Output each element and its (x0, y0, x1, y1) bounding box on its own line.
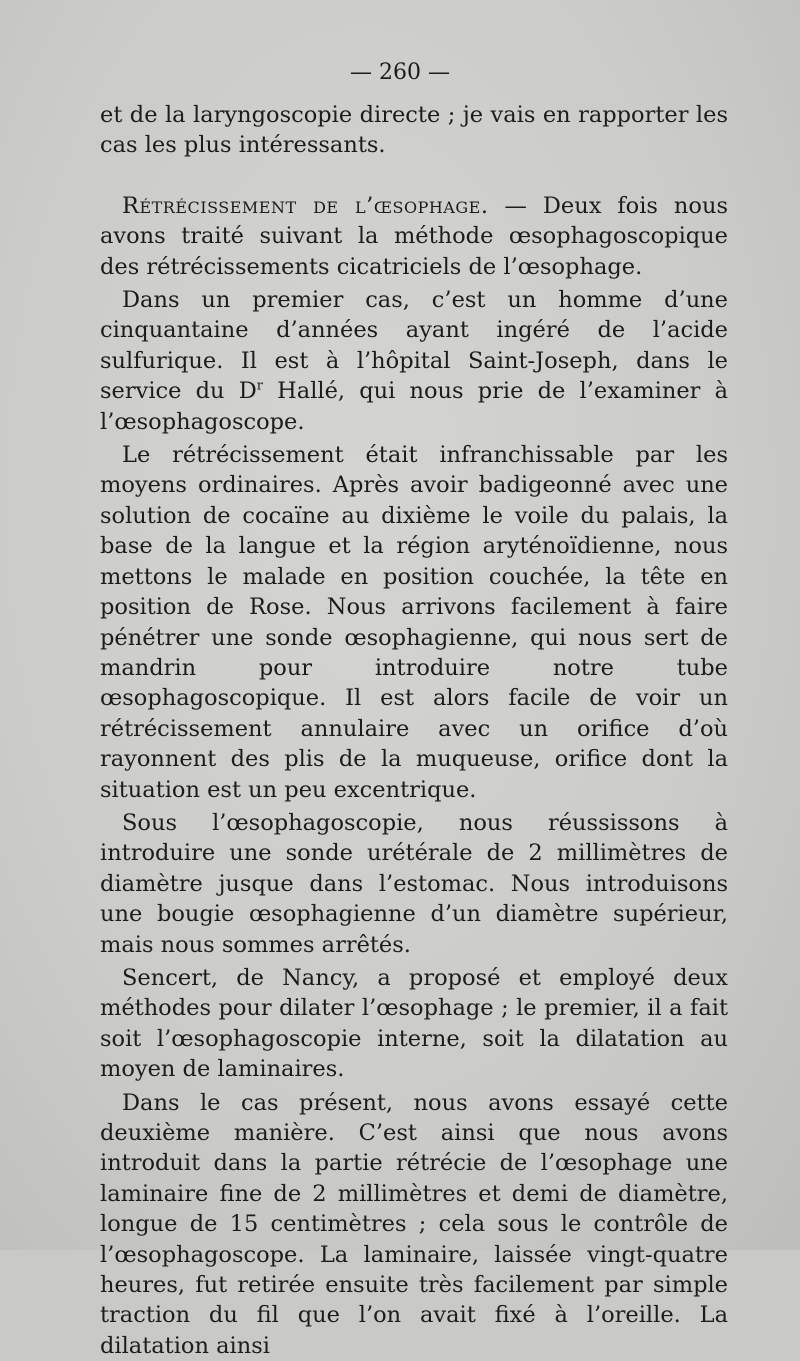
paragraph-3 (100, 285, 728, 437)
paragraph-2 (100, 191, 728, 282)
page-number: — 260 — (350, 60, 450, 85)
paragraph-5: Sous l’œsophagoscopie, nous réussissons à introduire une sonde urétérale de 2 millimètres de diamètre jusque dans l’estomac. Nous introduisons une bougie œsophagienne d’un diamètre supérieur, mais nous sommes arrêtés. (100, 809, 728, 958)
paragraph-1: et de la laryngoscopie directe ; je vais en rapporter les cas les plus intéressants. (100, 102, 728, 159)
superscript-r: r (256, 378, 263, 394)
paragraph-7: Dans le cas présent, nous avons essayé cette deuxième manière. C’est ainsi que nous avons introduit dans la partie rétrécie de l’œsophage une laminaire fine de 2 millimètres et demi de diamètre, longue de 15 centimètres ; cela sous le contrôle de l’œsophagoscope. La laminaire, laissée vingt-quatre heures, fut retirée ensuite très facilement par simple traction du fil que l’on avait fixé à l’oreille. La dilatation ainsi (100, 1089, 728, 1359)
paragraph-3-text-a: Dans un premier cas, c’est un homme d’une cinquantaine d’années ayant ingéré de l’acide sulfurique. Il est à l’hôpital Saint-Joseph, dans le service du D (100, 287, 728, 405)
paragraph-3-text-b: Hallé, qui nous prie de l’examiner à l’œsophagoscope. (100, 378, 728, 435)
body-text (100, 100, 728, 1361)
paragraph-6: Sencert, de Nancy, a proposé et employé deux méthodes pour dilater l’œsophage ; le premier, il a fait soit l’œsophagoscopie interne, soit la dilatation au moyen de laminaires. (100, 964, 728, 1083)
paragraph-2-text: — Deux fois nous avons traité suivant la méthode œsophagoscopique des rétrécissements cicatriciels de l’œsophage. (100, 192, 728, 280)
section-heading: Rétrécissement de l’œsophage. (122, 192, 489, 219)
paragraph-4: Le rétrécissement était infranchissable par les moyens ordinaires. Après avoir badigeonné avec une solution de cocaïne au dixième le voile du palais, la base de la langue et la région aryténoïdienne, nous mettons le malade en position couchée, la tête en position de Rose. Nous arrivons facilement à faire pénétrer une sonde œsophagienne, qui nous sert de mandrin pour introduire notre tube œsophagoscopique. Il est alors facile de voir un rétrécissement annulaire avec un orifice d’où rayonnent des plis de la muqueuse, orifice dont la situation est un peu excentrique. (100, 442, 728, 803)
